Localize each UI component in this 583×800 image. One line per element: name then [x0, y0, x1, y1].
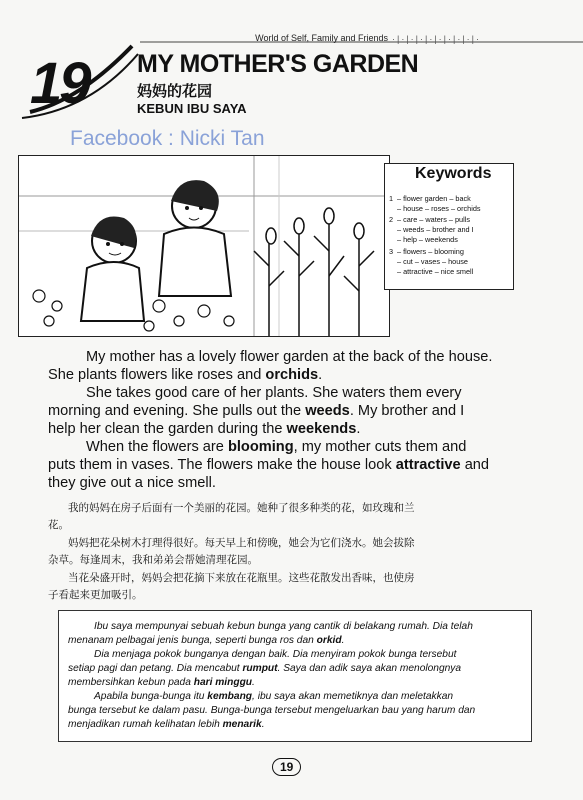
page-title-malay: KEBUN IBU SAYA: [137, 101, 247, 116]
malay-line: membersihkan kebun pada hari minggu.: [68, 677, 255, 688]
keyword-bold: orchids: [265, 367, 319, 383]
keyword-line: – house – roses – orchids: [397, 204, 481, 213]
keyword-bold: weeds: [305, 403, 350, 419]
english-line: My mother has a lovely flower garden at the back of the house.: [86, 349, 493, 365]
chinese-line: 当花朵盛开时，妈妈会把花摘下来放在花瓶里。这些花散发出香味，也使房: [68, 572, 415, 584]
english-line: When the flowers are blooming, my mother cuts them and: [86, 439, 467, 455]
keyword-bold: blooming: [227, 439, 294, 455]
keyword-line: – flowers – blooming: [397, 247, 464, 256]
watermark-text: Facebook : Nicki Tan: [70, 127, 265, 150]
keyword-line: – weeds – brother and I: [397, 225, 474, 234]
english-line: She plants flowers like roses and orchids.: [48, 367, 323, 383]
chinese-line: 花。: [48, 519, 69, 531]
unit-number: 19: [30, 51, 89, 116]
keyword-line: – care – waters – pulls: [397, 215, 471, 224]
page-title: MY MOTHER'S GARDEN: [137, 50, 419, 78]
english-line: help her clean the garden during the weekends.: [48, 421, 361, 437]
keyword-group-number: 3: [389, 247, 394, 256]
chinese-line: 我的妈妈在房子后面有一个美丽的花园。她种了很多种类的花，如玫瑰和兰: [68, 502, 415, 514]
chinese-line: 子看起来更加吸引。: [48, 589, 143, 601]
keyword-group-number: 2: [389, 215, 394, 224]
english-line: morning and evening. She pulls out the weeds. My brother and I: [48, 403, 465, 419]
english-line: they give out a nice smell.: [48, 475, 216, 491]
malay-line: bunga tersebut ke dalam pasu. Bunga-bunga tersebut mengeluarkan bau yang harum dan: [68, 705, 476, 716]
keyword-line: – flower garden – back: [397, 194, 471, 203]
keyword-bold: weekends: [286, 421, 357, 437]
page-title-chinese: 妈妈的花园: [137, 83, 213, 100]
keyword-line: – attractive – nice smell: [397, 267, 474, 276]
english-line: She takes good care of her plants. She waters them every: [86, 385, 462, 401]
keyword-line: – cut – vases – house: [397, 257, 468, 266]
keywords-title: Keywords: [415, 165, 492, 182]
header-dots-decoration: ·|·|·|·|·|·|·|·|·|·: [392, 34, 482, 44]
series-title: World of Self, Family and Friends: [255, 33, 388, 43]
chinese-line: 杂草。每逢周末，我和弟弟会帮她清理花园。: [48, 554, 258, 566]
mother-daughter-garden-image: [19, 156, 389, 336]
malay-line: setiap pagi dan petang. Dia mencabut rumput. Saya dan adik saya akan menolongnya: [68, 663, 462, 674]
malay-line: Apabila bunga-bunga itu kembang, ibu saya akan memetiknya dan meletakkan: [94, 691, 454, 702]
keyword-group-number: 1: [389, 194, 394, 203]
english-line: puts them in vases. The flowers make the house look attractive and: [48, 457, 490, 473]
chinese-line: 妈妈把花朵树木打理得很好。每天早上和傍晚，她会为它们浇水。她会拔除: [68, 537, 415, 549]
malay-line: Ibu saya mempunyai sebuah kebun bunga yang cantik di belakang rumah. Dia telah: [94, 621, 473, 632]
page-number: 19: [272, 758, 301, 776]
malay-line: menanam pelbagai jenis bunga, seperti bunga ros dan orkid.: [68, 635, 345, 646]
keyword-line: – help – weekends: [397, 235, 458, 244]
keyword-bold: attractive: [395, 457, 461, 473]
malay-line: Dia menjaga pokok bunganya dengan baik. Dia menyiram pokok bunga tersebut: [94, 649, 457, 660]
malay-line: menjadikan rumah kelihatan lebih menarik.: [68, 719, 265, 730]
garden-illustration: [18, 155, 390, 337]
